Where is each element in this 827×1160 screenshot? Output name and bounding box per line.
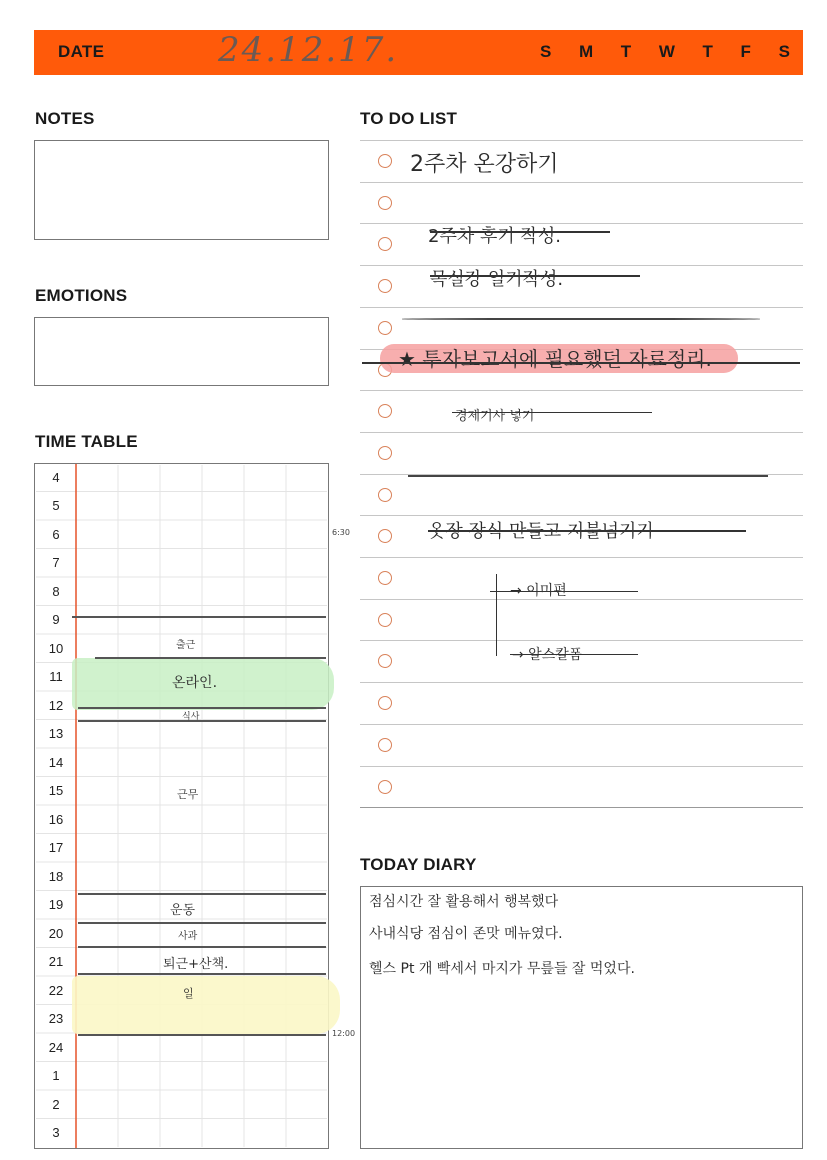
todo-checkbox[interactable] <box>378 738 392 752</box>
timetable-entry: 사과 <box>178 931 198 942</box>
strike-line <box>490 591 638 592</box>
timetable-gridlines <box>34 463 329 1149</box>
hour-label: 13 <box>48 726 64 741</box>
hour-label: 22 <box>48 983 64 998</box>
weekday-fri[interactable]: F <box>740 42 751 61</box>
todo-rule-line <box>360 140 803 141</box>
hour-label: 19 <box>48 897 64 912</box>
todo-rule-line <box>360 307 803 308</box>
todo-rule-line <box>360 640 803 641</box>
notes-title: NOTES <box>35 109 95 128</box>
todo-item[interactable]: 2주차 온강하기 <box>410 152 559 177</box>
timetable-entry: 출근 <box>176 640 196 651</box>
weekday-mon[interactable]: M <box>578 42 594 61</box>
branch-line <box>496 574 497 656</box>
diary-title: TODAY DIARY <box>360 855 477 874</box>
todo-item[interactable]: 목실강 일기작성. <box>430 269 564 290</box>
strike-line <box>362 362 800 364</box>
hour-label: 17 <box>48 840 64 855</box>
todo-checkbox[interactable] <box>378 488 392 502</box>
hour-label: 11 <box>49 669 63 684</box>
weekday-row <box>540 42 790 62</box>
diary-line: 사내식당 점심이 존맛 메뉴였다. <box>369 926 563 942</box>
hour-label: 5 <box>52 498 60 513</box>
todo-item[interactable]: 2주차 후기 작성. <box>428 226 561 247</box>
hour-label: 4 <box>52 470 60 485</box>
tt-separator <box>78 707 326 709</box>
weekday-wed[interactable]: W <box>658 42 675 61</box>
todo-checkbox[interactable] <box>378 529 392 543</box>
hour-label: 18 <box>48 869 64 884</box>
todo-checkbox[interactable] <box>378 446 392 460</box>
hour-label: 3 <box>52 1125 60 1140</box>
hour-label: 21 <box>48 954 64 969</box>
tt-separator <box>95 657 326 659</box>
hour-label: 8 <box>52 584 60 599</box>
todo-rule-line <box>360 599 803 600</box>
weekday-sat[interactable]: S <box>778 42 790 61</box>
hour-label: 6 <box>52 527 60 542</box>
timetable-entry: 근무 <box>177 788 199 801</box>
hour-label: 2 <box>52 1097 60 1112</box>
todo-checkbox[interactable] <box>378 404 392 418</box>
todo-checkbox[interactable] <box>378 613 392 627</box>
strike-line <box>452 412 652 413</box>
strike-line <box>428 530 746 532</box>
timetable-entry: 식사 <box>182 712 200 722</box>
todo-rule-line <box>360 682 803 683</box>
hour-label: 23 <box>48 1011 64 1026</box>
diary-line: 점심시간 잘 활용해서 행복했다 <box>369 894 559 910</box>
hour-label: 7 <box>52 555 60 570</box>
todo-checkbox[interactable] <box>378 237 392 251</box>
timetable-title: TIME TABLE <box>35 432 138 451</box>
todo-rule-line <box>360 515 803 516</box>
timetable-entry: 온라인. <box>172 675 218 691</box>
todo-item[interactable]: ★ 투자보고서에 필요했던 자료정리. <box>398 347 712 371</box>
todo-checkbox[interactable] <box>378 196 392 210</box>
strike-line <box>430 231 610 233</box>
margin-note-time: 12:00 <box>332 1029 356 1038</box>
tt-separator <box>78 893 326 895</box>
todo-item[interactable]: 경제기사 넣기 <box>455 409 535 424</box>
tt-separator <box>72 616 326 618</box>
todo-rule-line <box>360 432 803 433</box>
tt-separator <box>78 720 326 722</box>
tt-separator <box>78 973 326 975</box>
diary-line: 헬스 Pt 개 빡세서 마지가 무릎들 잘 먹었다. <box>369 961 635 977</box>
todo-checkbox[interactable] <box>378 696 392 710</box>
todo-checkbox[interactable] <box>378 321 392 335</box>
todo-checkbox[interactable] <box>378 780 392 794</box>
todo-rule-line <box>360 724 803 725</box>
hour-label: 1 <box>52 1068 60 1083</box>
emotions-title: EMOTIONS <box>35 286 128 305</box>
strike-line <box>510 654 638 655</box>
hour-label: 10 <box>48 641 64 656</box>
timetable-entry: 퇴근+산책. <box>163 957 229 972</box>
hour-label: 15 <box>48 783 64 798</box>
timetable-entry: 운동 <box>170 903 196 918</box>
hour-label: 16 <box>48 812 64 827</box>
hour-label: 14 <box>48 755 64 770</box>
strike-line <box>430 275 640 277</box>
drawn-line <box>408 475 768 477</box>
highlight-yellow <box>72 976 340 1034</box>
drawn-line <box>402 318 760 320</box>
weekday-sun[interactable]: S <box>540 42 552 61</box>
todo-item[interactable]: → 이미편 <box>510 583 567 599</box>
tt-separator <box>78 922 326 924</box>
margin-note-time: 6:30 <box>332 528 350 537</box>
todo-item[interactable]: 옷장 장식 만들고 지불넘기기 <box>428 521 654 542</box>
hour-label: 9 <box>52 612 60 627</box>
weekday-tue[interactable]: T <box>620 42 632 61</box>
timetable-entry: 일 <box>183 987 194 1000</box>
tt-separator <box>78 946 326 948</box>
tt-separator <box>78 1034 326 1036</box>
date-label: DATE <box>58 42 105 61</box>
todo-checkbox[interactable] <box>378 654 392 668</box>
todo-rule-line <box>360 223 803 224</box>
todo-rule-line <box>360 265 803 266</box>
weekday-thu[interactable]: T <box>702 42 713 61</box>
todo-rule-line <box>360 182 803 183</box>
todo-item[interactable]: → 알스칼폼 <box>512 647 583 663</box>
hour-label: 20 <box>48 926 64 941</box>
hour-label: 12 <box>48 698 64 713</box>
emotions-box[interactable] <box>34 317 329 386</box>
todo-rule-line <box>360 807 803 808</box>
notes-box[interactable] <box>34 140 329 240</box>
todo-rule-line <box>360 766 803 767</box>
todo-checkbox[interactable] <box>378 154 392 168</box>
todo-rule-line <box>360 390 803 391</box>
hour-label: 24 <box>48 1040 64 1055</box>
date-value: 24.12.17. <box>218 30 399 70</box>
todo-rule-line <box>360 557 803 558</box>
todo-title: TO DO LIST <box>360 109 458 128</box>
todo-checkbox[interactable] <box>378 571 392 585</box>
todo-checkbox[interactable] <box>378 279 392 293</box>
